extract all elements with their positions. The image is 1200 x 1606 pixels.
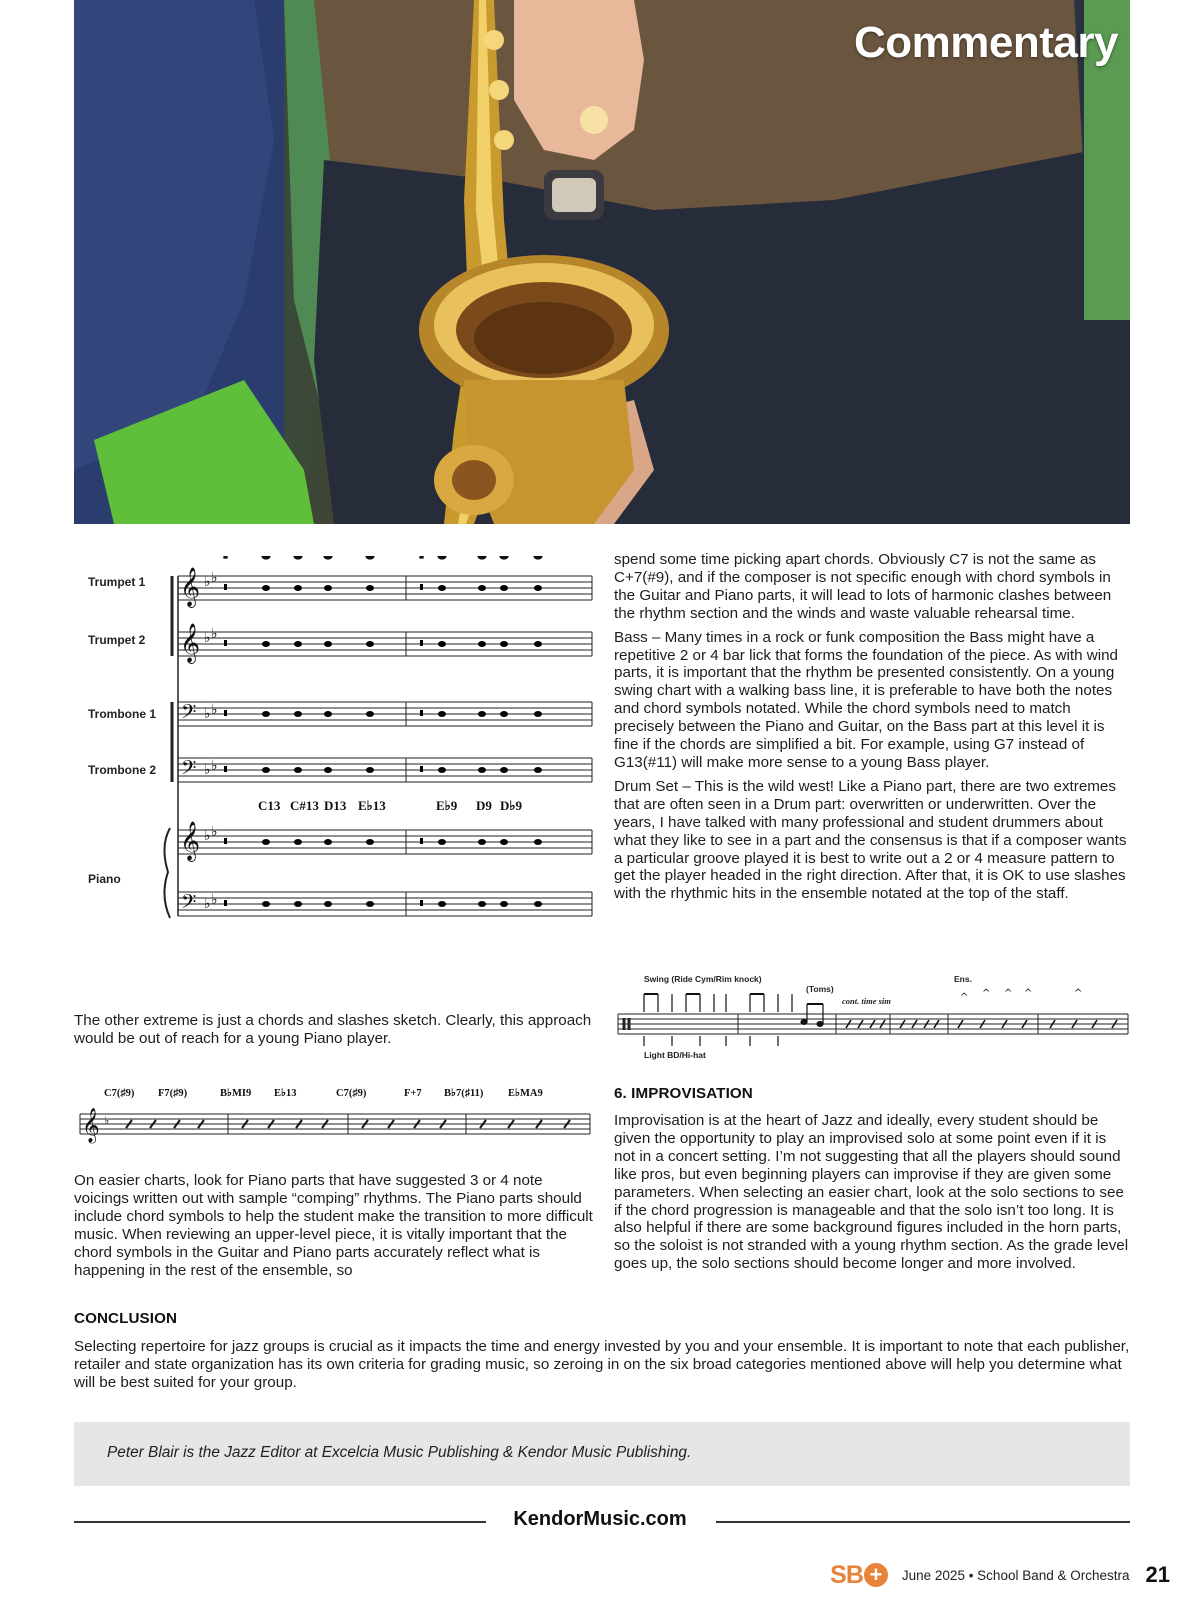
staff-trombone-1 bbox=[178, 702, 592, 726]
drum-svg bbox=[614, 970, 1130, 1062]
drum-ens-label: Ens. bbox=[954, 974, 972, 984]
svg-text:♭: ♭ bbox=[211, 758, 218, 774]
hero-photo bbox=[74, 0, 1130, 524]
author-bio: Peter Blair is the Jazz Editor at Excelcia Music Publishing & Kendor Music Publishing. bbox=[74, 1422, 1130, 1486]
right-column-text bbox=[614, 551, 1130, 903]
sketch-chord: E♭13 bbox=[274, 1088, 297, 1099]
drum-cont-label: cont. time sim bbox=[842, 996, 891, 1006]
paragraph-chords: spend some time picking apart chords. Obviously C7 is not the same as C+7(#9), and if the composer is not specific enough with chord symbols in the Guitar and Piano parts, it will lead to lots of harmonic clashes between the rhythm section and the winds and waste valuable rehearsal time. bbox=[614, 551, 1112, 622]
paragraph-easier-charts: On easier charts, look for Piano parts that have suggested 3 or 4 note voicings written out with sample “comping” rhythms. The Piano parts should include chord symbols to help the student make the transition to more difficult music. When reviewing an upper-level piece, it is vitally important that the chord symbols in the Guitar and Piano parts accurately reflect what is happening in the rest of the ensemble, so bbox=[74, 1172, 593, 1279]
sketch-chord: B♭7(♯11) bbox=[444, 1088, 484, 1099]
svg-text:♭: ♭ bbox=[204, 762, 211, 778]
svg-text:♭: ♭ bbox=[211, 892, 218, 908]
svg-text:♭: ♭ bbox=[204, 630, 211, 646]
svg-text:𝄢: 𝄢 bbox=[181, 890, 197, 918]
staff-piano-lh bbox=[178, 892, 592, 916]
svg-text:^: ^ bbox=[1004, 988, 1013, 999]
paragraph-improvisation: Improvisation is at the heart of Jazz and ideally, every student should be given the opportunity to play an improvised solo at some point even if it is not in a concert setting. I’m not suggesting that all the players should sound like pros, but even beginning players can improvise if they are given some parameters. When selecting an easier chart, look at the solo sections to see if the chord progression is manageable and that the solo isn’t too long. It is also helpful if there are some background figures included in the horn parts, so the soloist is not stranded with a young rhythm section. As the grade level goes up, the solo sections should become longer and more involved. bbox=[614, 1112, 1129, 1273]
paragraph-drum-set: Drum Set – This is the wild west! Like a Piano part, there are two extremes that are often seen in a Drum part: overwritten or underwritten. Over the years, I have talked with many professional and student drummers about what they like to see in a part and the consensus is that if a composer wants a particular groove played it is best to write out a 2 or 4 measure pattern to get the player headed in the right direction. After that, it is OK to use slashes with the rhythmic hits in the ensemble notated at the top of the staff. bbox=[614, 777, 1127, 903]
svg-text:♭: ♭ bbox=[104, 1114, 110, 1127]
label-trumpet-1: Trumpet 1 bbox=[88, 575, 146, 589]
svg-text:♭: ♭ bbox=[204, 706, 211, 722]
svg-text:♭: ♭ bbox=[204, 828, 211, 844]
svg-text:♭: ♭ bbox=[211, 570, 218, 586]
score-chord: E♭13 bbox=[358, 798, 386, 813]
label-trumpet-2: Trumpet 2 bbox=[88, 633, 146, 647]
svg-text:♭: ♭ bbox=[211, 702, 218, 718]
label-trombone-1: Trombone 1 bbox=[88, 707, 157, 721]
website-link-wrap bbox=[0, 1508, 1200, 1531]
svg-text:♭: ♭ bbox=[211, 824, 218, 840]
svg-text:♭: ♭ bbox=[211, 626, 218, 642]
svg-text:𝄢: 𝄢 bbox=[181, 700, 197, 728]
svg-text:^: ^ bbox=[960, 992, 969, 1003]
paragraph-chords-sketch: The other extreme is just a chords and slashes sketch. Clearly, this approach would be out of reach for a young Piano player. bbox=[74, 1012, 592, 1047]
svg-text:^: ^ bbox=[982, 988, 991, 999]
sketch-chord: F+7 bbox=[404, 1088, 422, 1099]
sketch-chord: E♭MA9 bbox=[508, 1088, 543, 1099]
saxophone-photo bbox=[74, 0, 1130, 524]
score-chord: D♭9 bbox=[500, 798, 523, 813]
conclusion-paragraph: Selecting repertoire for jazz groups is crucial as it impacts the time and energy invested by you and your ensemble. It is important to note that each publisher, retailer and state organization has its own criteria for grading music, so zeroing in on the six broad categories mentioned above will help you determine what will be best suited for your group. bbox=[74, 1338, 1130, 1391]
drum-chart-figure bbox=[614, 970, 1130, 1062]
score-chord: C13 bbox=[258, 798, 281, 813]
svg-text:𝄞: 𝄞 bbox=[82, 1108, 100, 1143]
svg-text:𝄞: 𝄞 bbox=[180, 623, 201, 663]
sketch-chord: C7(♯9) bbox=[104, 1088, 135, 1099]
sketch-chord: F7(♯9) bbox=[158, 1088, 188, 1099]
svg-text:𝄞: 𝄞 bbox=[180, 821, 201, 861]
chord-slash-sketch-figure bbox=[74, 1074, 594, 1152]
svg-text:𝄢: 𝄢 bbox=[181, 756, 197, 784]
drum-bottom-label: Light BD/Hi-hat bbox=[644, 1050, 706, 1060]
label-piano: Piano bbox=[88, 872, 121, 886]
svg-text:^: ^ bbox=[1074, 988, 1083, 999]
plus-icon: + bbox=[864, 1563, 888, 1587]
svg-text:♭: ♭ bbox=[204, 896, 211, 912]
page-footer bbox=[830, 1560, 1170, 1590]
sbo-logo: SB + bbox=[830, 1561, 888, 1590]
big-band-score-figure bbox=[84, 556, 594, 956]
score-chord: D13 bbox=[324, 798, 347, 813]
sketch-svg bbox=[74, 1074, 594, 1152]
issue-label: June 2025 • School Band & Orchestra bbox=[901, 1567, 1130, 1583]
label-trombone-2: Trombone 2 bbox=[88, 763, 157, 777]
drum-toms-label: (Toms) bbox=[806, 984, 834, 994]
score-chord: E♭9 bbox=[436, 798, 458, 813]
score-chord: D9 bbox=[476, 798, 492, 813]
svg-text:^: ^ bbox=[1024, 988, 1033, 999]
staff-trumpet-2 bbox=[178, 632, 592, 656]
improvisation-heading: 6. IMPROVISATION bbox=[614, 1085, 753, 1102]
score-svg bbox=[84, 556, 594, 956]
page-number: 21 bbox=[1145, 1562, 1170, 1587]
notes bbox=[224, 556, 542, 559]
staff-piano-rh bbox=[178, 830, 592, 854]
conclusion-heading: CONCLUSION bbox=[74, 1310, 178, 1327]
website-link[interactable]: KendorMusic.com bbox=[499, 1508, 700, 1530]
section-title: Commentary bbox=[854, 18, 1118, 67]
svg-text:♭: ♭ bbox=[204, 574, 211, 590]
sketch-chord: B♭MI9 bbox=[220, 1088, 252, 1099]
staff-trombone-2 bbox=[178, 758, 592, 782]
drum-style-label: Swing (Ride Cym/Rim knock) bbox=[644, 974, 762, 984]
score-chord: C#13 bbox=[290, 798, 319, 813]
paragraph-bass: Bass – Many times in a rock or funk composition the Bass might have a repetitive 2 or 4 bar lick that forms the foundation of the piece. As with wind parts, it is important that the rhythm be presented consistently. On a young swing chart with a walking bass line, it is preferable to have both the notes and chord symbols notated. While the chord symbols need to match precisely between the Piano and Guitar, on the Bass part at this level it is fine if the chords are simplified a bit. For example, using G7 instead of G13(#11) will make more sense to a young Bass player. bbox=[614, 628, 1118, 771]
sketch-chord: C7(♯9) bbox=[336, 1088, 367, 1099]
staff-trumpet-1 bbox=[178, 576, 592, 600]
svg-text:𝄞: 𝄞 bbox=[180, 567, 201, 607]
